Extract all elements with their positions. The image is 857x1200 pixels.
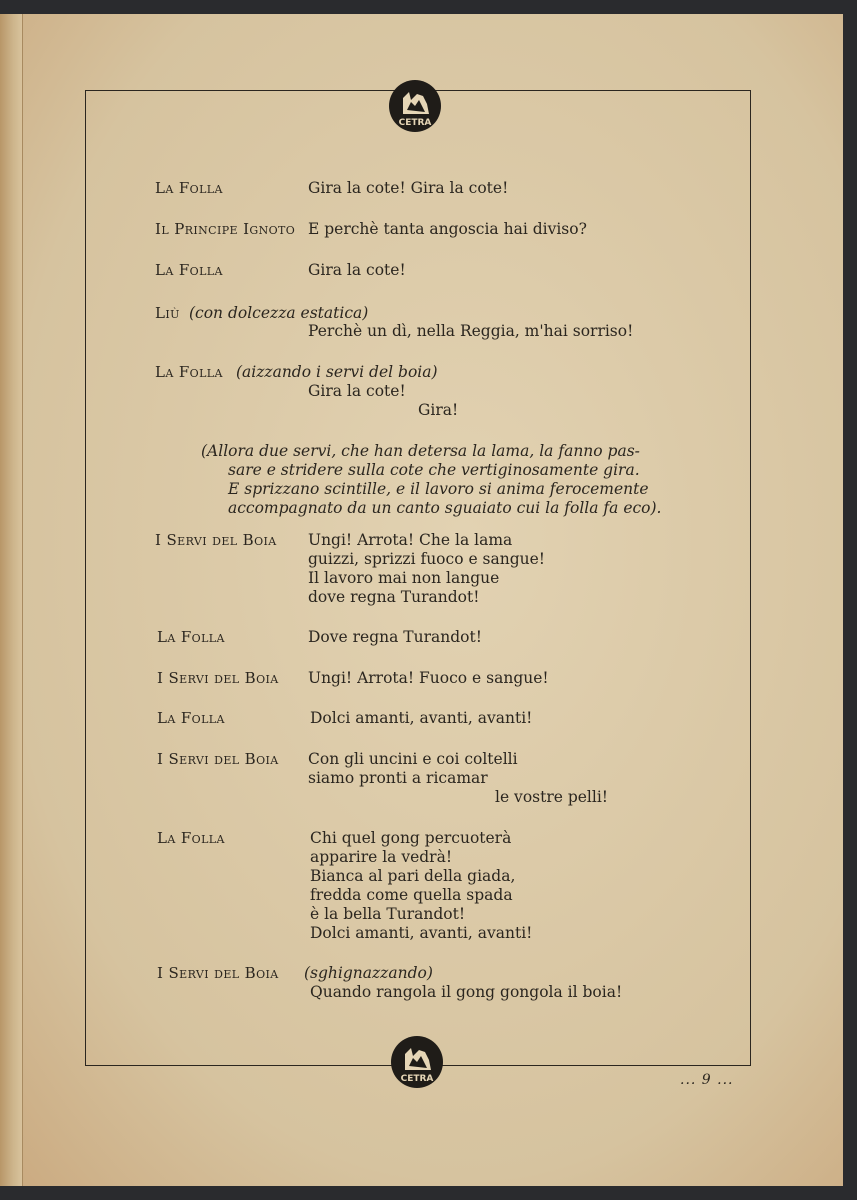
speaker-name: I Servi del Boia bbox=[157, 964, 279, 982]
speaker-name: I Servi del Boia bbox=[157, 669, 279, 687]
verse-line: dove regna Turandot! bbox=[308, 588, 480, 606]
verse-line: Il lavoro mai non langue bbox=[308, 569, 500, 587]
verse-line: apparire la vedrà! bbox=[310, 848, 453, 866]
speaker-name: Il Principe Ignoto bbox=[155, 220, 296, 238]
speaker-name: La Folla bbox=[157, 628, 225, 646]
verse-line: fredda come quella spada bbox=[310, 886, 513, 904]
verse-line: Con gli uncini e coi coltelli bbox=[308, 750, 518, 768]
dialogue-line: Dolci amanti, avanti, avanti! bbox=[310, 709, 533, 727]
stage-direction: (con dolcezza estatica) bbox=[189, 304, 369, 322]
stage-direction: (Allora due servi, che han detersa la lama, la fanno pas- bbox=[201, 442, 640, 460]
stage-direction: (sghignazzando) bbox=[304, 964, 433, 982]
stage-direction: sare e stridere sulla cote che vertiginosamente gira. bbox=[228, 461, 640, 479]
dialogue-line: E perchè tanta angoscia hai diviso? bbox=[308, 220, 587, 238]
speaker-name: La Folla bbox=[157, 829, 225, 847]
dialogue-line: Gira la cote! bbox=[308, 382, 406, 400]
stage-direction: accompagnato da un canto sguaiato cui la folla fa eco). bbox=[228, 499, 662, 517]
verse-line: Dolci amanti, avanti, avanti! bbox=[310, 924, 533, 942]
speaker-name: I Servi del Boia bbox=[157, 750, 279, 768]
dialogue-line: Dove regna Turandot! bbox=[308, 628, 482, 646]
page-number: ... 9 ... bbox=[680, 1072, 734, 1088]
cetra-logo-icon bbox=[389, 80, 441, 132]
speaker-name: La Folla bbox=[155, 179, 223, 197]
speaker-name: Liù bbox=[155, 304, 180, 322]
dialogue-line: Gira la cote! bbox=[308, 261, 406, 279]
verse-line: è la bella Turandot! bbox=[310, 905, 466, 923]
speaker-name: I Servi del Boia bbox=[155, 531, 277, 549]
svg-text:CETRA: CETRA bbox=[400, 1074, 434, 1084]
page-spine bbox=[0, 14, 23, 1186]
dialogue-line: Ungi! Arrota! Fuoco e sangue! bbox=[308, 669, 549, 687]
verse-line: le vostre pelli! bbox=[495, 788, 609, 806]
verse-line: guizzi, sprizzi fuoco e sangue! bbox=[308, 550, 546, 568]
dialogue-line: Perchè un dì, nella Reggia, m'hai sorriso! bbox=[308, 322, 634, 340]
stage-direction: (aizzando i servi del boia) bbox=[236, 363, 438, 381]
dialogue-line: Quando rangola il gong gongola il boia! bbox=[310, 983, 623, 1001]
dialogue-line: Gira la cote! Gira la cote! bbox=[308, 179, 509, 197]
svg-text:CETRA: CETRA bbox=[398, 118, 432, 128]
speaker-name: La Folla bbox=[157, 709, 225, 727]
stage-direction: E sprizzano scintille, e il lavoro si anima ferocemente bbox=[228, 480, 649, 498]
verse-line: Chi quel gong percuoterà bbox=[310, 829, 512, 847]
speaker-name: La Folla bbox=[155, 261, 223, 279]
verse-line: Bianca al pari della giada, bbox=[310, 867, 516, 885]
speaker-name: La Folla bbox=[155, 363, 223, 381]
cetra-logo-icon bbox=[391, 1036, 443, 1088]
dialogue-line: Gira! bbox=[418, 401, 459, 419]
verse-line: siamo pronti a ricamar bbox=[308, 769, 488, 787]
verse-line: Ungi! Arrota! Che la lama bbox=[308, 531, 513, 549]
